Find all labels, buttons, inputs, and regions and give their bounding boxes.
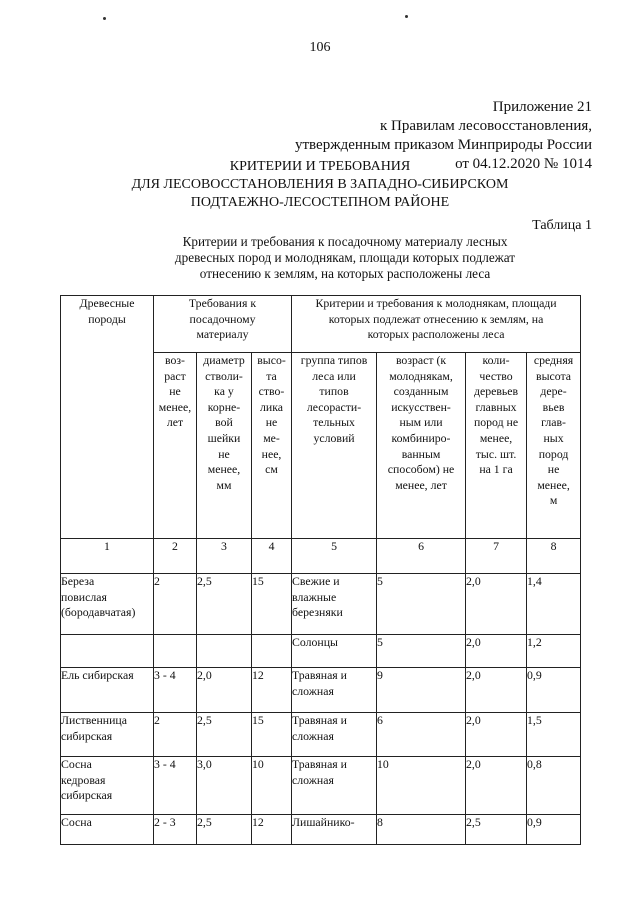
young-age-cell: 5 <box>377 635 466 668</box>
cell-text-line: коли- <box>482 353 510 367</box>
table-label: Таблица 1 <box>532 218 592 233</box>
average-height-cell: 0,9 <box>527 668 581 713</box>
forest-type-cell <box>292 668 377 713</box>
diameter-cell: 2,5 <box>197 574 252 635</box>
scan-speck-left <box>103 17 106 20</box>
cell-text-line: шейки <box>207 430 241 445</box>
tree-count-cell: 2,5 <box>466 815 527 845</box>
species-cell <box>61 815 154 845</box>
cell-text-line: типов <box>319 384 349 399</box>
forest-type-cell <box>292 574 377 635</box>
cell-text-line: на 1 га <box>479 462 513 477</box>
cell-text-line: диаметр <box>203 353 245 367</box>
cell-text-line: которых расположены леса <box>367 327 505 342</box>
species-cell <box>61 574 154 635</box>
young-age-cell: 6 <box>377 713 466 757</box>
cell-text-line: та <box>266 368 277 383</box>
age-cell: 2 - 3 <box>154 815 197 845</box>
cell-text-line: мм <box>216 477 232 492</box>
cell-text-line: деревьев <box>473 384 519 399</box>
diameter-cell: 3,0 <box>197 757 252 815</box>
header-young-age <box>377 353 466 539</box>
cell-text-line: Ель сибирская <box>61 668 134 682</box>
diameter-cell: 2,0 <box>197 668 252 713</box>
cell-text-line: менее, <box>479 430 513 445</box>
cell-text-line: ванным <box>401 446 441 461</box>
cell-text-line: комбиниро- <box>391 430 451 445</box>
cell-text-line: дере- <box>540 384 567 399</box>
cell-text-line: высота <box>536 368 572 383</box>
height-cell: 12 <box>252 815 292 845</box>
cell-text-line: менее, <box>207 462 241 477</box>
cell-text-line: созданным <box>393 384 449 399</box>
cell-text-line: не <box>265 415 278 430</box>
column-number-cell: 8 <box>527 539 581 574</box>
criteria-table <box>60 295 581 845</box>
page-number: 106 <box>309 40 331 55</box>
tree-count-cell: 2,0 <box>466 668 527 713</box>
title-line: КРИТЕРИИ И ТРЕБОВАНИЯ <box>229 159 411 174</box>
column-number-cell: 2 <box>154 539 197 574</box>
header-age <box>154 353 197 539</box>
age-cell <box>154 635 197 668</box>
column-number-cell: 1 <box>61 539 154 574</box>
cell-text-line: сложная <box>292 772 334 787</box>
cell-text-line: главных <box>475 399 517 414</box>
young-age-cell: 5 <box>377 574 466 635</box>
cell-text-line: кедровая <box>61 772 106 787</box>
forest-type-cell <box>292 815 377 845</box>
cell-text-line: Лиственница <box>61 713 127 727</box>
average-height-cell: 1,2 <box>527 635 581 668</box>
cell-text-line: Травяная и <box>292 757 348 771</box>
cell-text-line: менее, <box>537 477 570 492</box>
column-number-cell: 3 <box>197 539 252 574</box>
diameter-cell: 2,5 <box>197 815 252 845</box>
cell-text-line: группа типов <box>300 353 368 367</box>
cell-text-line: условий <box>313 430 355 445</box>
caption-line: отнесению к землям, на которых расположены леса <box>199 266 491 281</box>
species-cell <box>61 713 154 757</box>
cell-text-line: сложная <box>292 728 334 743</box>
appendix-line: Приложение 21 <box>492 99 592 115</box>
forest-type-cell <box>292 757 377 815</box>
young-age-cell: 8 <box>377 815 466 845</box>
cell-text-line: ка у <box>214 384 234 399</box>
cell-text-line: вой <box>215 415 233 430</box>
appendix-line: утвержденным приказом Минприроды России <box>295 137 592 153</box>
cell-text-line: искусствен- <box>391 399 451 414</box>
tree-count-cell: 2,0 <box>466 574 527 635</box>
cell-text-line: сложная <box>292 683 334 698</box>
title-line: ДЛЯ ЛЕСОВОССТАНОВЛЕНИЯ В ЗАПАДНО-СИБИРСКОМ <box>131 177 509 192</box>
age-cell: 3 - 4 <box>154 757 197 815</box>
cell-text-line: повислая <box>61 589 107 604</box>
forest-type-cell <box>292 713 377 757</box>
cell-text-line: лесорасти- <box>306 399 362 414</box>
diameter-cell <box>197 635 252 668</box>
header-species <box>61 296 154 539</box>
cell-text-line: которых подлежат отнесению к землям, на <box>328 311 544 326</box>
cell-text-line: Береза <box>61 574 95 588</box>
cell-text-line: посадочному <box>189 311 256 326</box>
species-cell <box>61 635 154 668</box>
cell-text-line: Критерии и требования к молоднякам, площади <box>315 296 557 310</box>
header-tree-count <box>466 353 527 539</box>
cell-text-line: Древесные <box>79 296 135 310</box>
cell-text-line: ных <box>543 430 564 445</box>
cell-text-line: (бородавчатая) <box>61 605 136 620</box>
header-height <box>252 353 292 539</box>
column-number-cell: 6 <box>377 539 466 574</box>
cell-text-line: Свежие и <box>292 574 340 588</box>
tree-count-cell: 2,0 <box>466 713 527 757</box>
young-age-cell: 9 <box>377 668 466 713</box>
cell-text-line: не <box>547 462 560 477</box>
cell-text-line: Сосна <box>61 815 92 829</box>
cell-text-line: тыс. шт. <box>475 446 517 461</box>
cell-text-line: менее, <box>158 399 192 414</box>
scan-speck-right <box>405 15 408 18</box>
cell-text-line: ме- <box>263 430 280 445</box>
cell-text-line: лет <box>166 415 184 430</box>
title-line: ПОДТАЕЖНО-ЛЕСОСТЕПНОМ РАЙОНЕ <box>190 195 450 210</box>
table-row <box>61 574 581 635</box>
document-title <box>0 158 640 212</box>
height-cell: 15 <box>252 574 292 635</box>
cell-text-line: см <box>265 462 278 477</box>
table-row <box>61 668 581 713</box>
cell-text-line: березняки <box>292 605 343 620</box>
tree-count-cell: 2,0 <box>466 757 527 815</box>
table-row <box>61 757 581 815</box>
column-number-cell: 7 <box>466 539 527 574</box>
height-cell: 10 <box>252 757 292 815</box>
cell-text-line: м <box>549 493 558 508</box>
cell-text-line: Сосна <box>61 757 92 771</box>
cell-text-line: пород <box>538 446 569 461</box>
species-cell <box>61 757 154 815</box>
cell-text-line: способом) не <box>387 462 455 477</box>
cell-text-line: не <box>169 384 181 399</box>
cell-text-line: породы <box>88 311 126 326</box>
average-height-cell: 0,9 <box>527 815 581 845</box>
table-caption <box>120 234 570 282</box>
age-cell: 2 <box>154 574 197 635</box>
cell-text-line: материалу <box>196 327 249 342</box>
header-forest-type <box>292 353 377 539</box>
header-average-height <box>527 353 581 539</box>
header-diameter <box>197 353 252 539</box>
cell-text-line: молоднякам, <box>389 368 453 383</box>
cell-text-line: высо- <box>257 353 286 367</box>
cell-text-line: не <box>218 446 230 461</box>
cell-text-line: глав- <box>541 415 566 430</box>
cell-text-line: менее, лет <box>395 477 447 492</box>
cell-text-line: ным или <box>399 415 443 430</box>
cell-text-line: сибирская <box>61 788 113 803</box>
cell-text-line: Травяная и <box>292 713 348 727</box>
age-cell: 2 <box>154 713 197 757</box>
cell-text-line: Требования к <box>188 296 257 310</box>
table-row <box>61 713 581 757</box>
header-young-stands <box>292 296 581 353</box>
cell-text-line: корне- <box>207 399 241 414</box>
table-row <box>61 635 581 668</box>
species-cell <box>61 668 154 713</box>
average-height-cell: 0,8 <box>527 757 581 815</box>
average-height-cell: 1,4 <box>527 574 581 635</box>
height-cell: 12 <box>252 668 292 713</box>
cell-text-line: влажные <box>292 589 337 604</box>
cell-text-line: средняя <box>533 353 574 367</box>
height-cell <box>252 635 292 668</box>
cell-text-line: ство- <box>258 384 285 399</box>
cell-text-line: возраст (к <box>395 353 447 367</box>
table-row <box>61 815 581 845</box>
diameter-cell: 2,5 <box>197 713 252 757</box>
height-cell: 15 <box>252 713 292 757</box>
cell-text-line: воз- <box>165 353 185 367</box>
cell-text-line: сибирская <box>61 728 113 743</box>
cell-text-line: Лишайнико- <box>292 815 355 829</box>
forest-type-cell <box>292 635 377 668</box>
cell-text-line: вьев <box>542 399 565 414</box>
cell-text-line: раст <box>164 368 186 383</box>
appendix-line: к Правилам лесовосстановления, <box>379 118 592 134</box>
header-planting-material <box>154 296 292 353</box>
caption-line: Критерии и требования к посадочному материалу лесных <box>182 234 508 249</box>
cell-text-line: Солонцы <box>292 635 338 649</box>
young-age-cell: 10 <box>377 757 466 815</box>
cell-text-line: чество <box>479 368 513 383</box>
cell-text-line: Травяная и <box>292 668 348 682</box>
cell-text-line: стволи- <box>205 368 243 383</box>
age-cell: 3 - 4 <box>154 668 197 713</box>
tree-count-cell: 2,0 <box>466 635 527 668</box>
caption-line: древесных пород и молоднякам, площади которых подлежат <box>174 250 516 265</box>
cell-text-line: леса или <box>312 368 356 383</box>
cell-text-line: лика <box>260 399 284 414</box>
cell-text-line: тельных <box>313 415 355 430</box>
average-height-cell: 1,5 <box>527 713 581 757</box>
cell-text-line: нее, <box>261 446 282 461</box>
cell-text-line: пород не <box>473 415 519 430</box>
column-number-cell: 5 <box>292 539 377 574</box>
column-number-cell: 4 <box>252 539 292 574</box>
appendix-line: от 04.12.2020 № 1014 <box>455 156 592 172</box>
